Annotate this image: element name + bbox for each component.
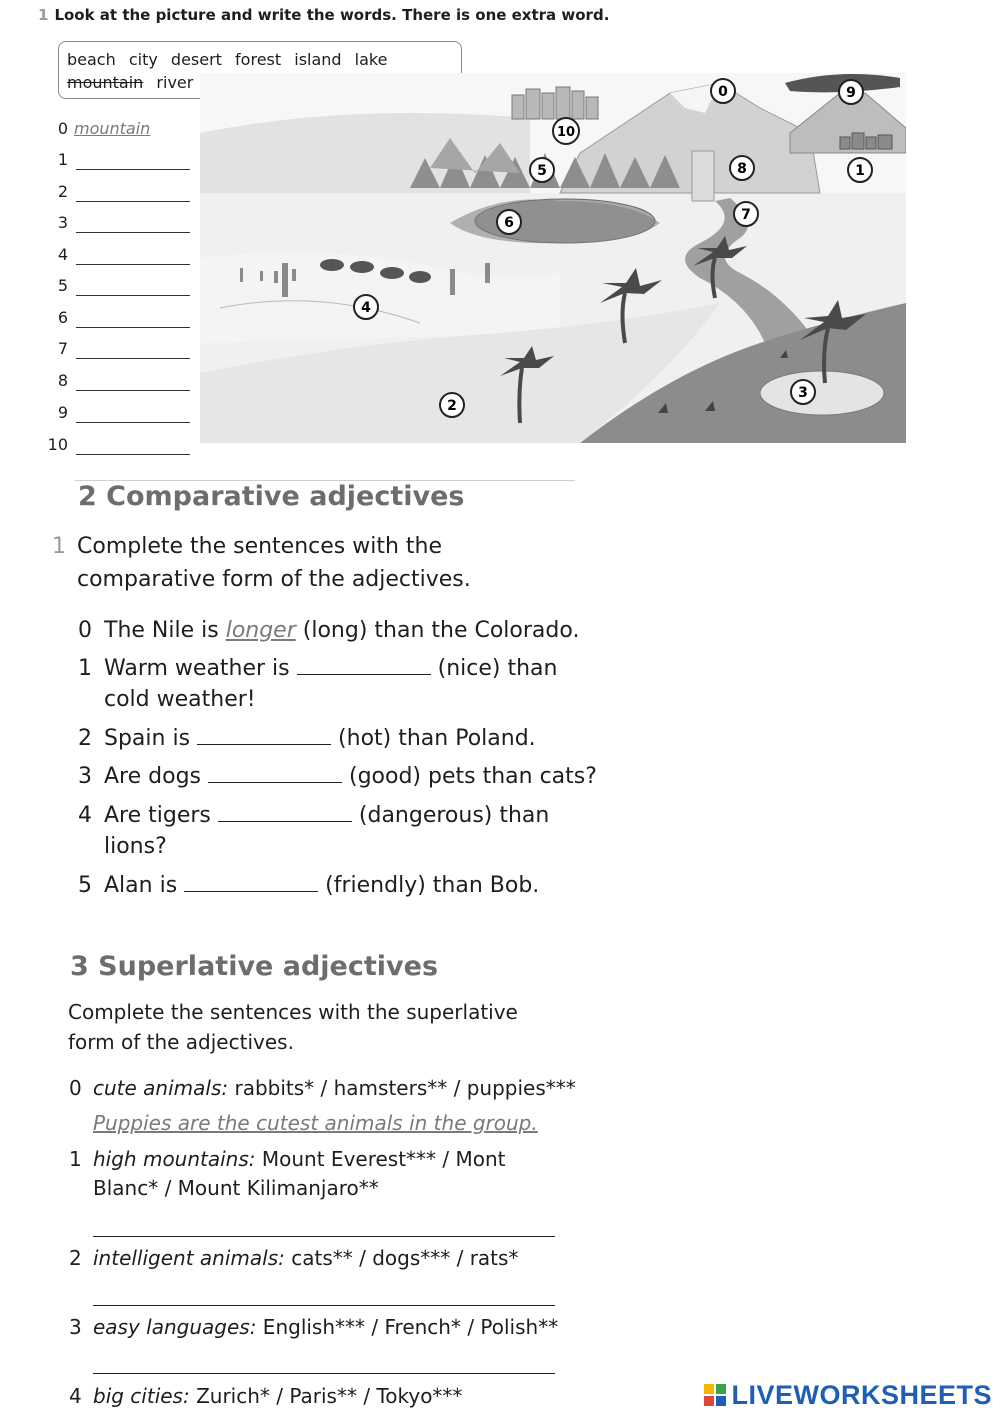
label-text: 10 (556, 125, 576, 140)
picture-label-9 (839, 80, 863, 104)
answer-row-4 (44, 245, 194, 271)
picture-label-2 (440, 393, 464, 417)
answer-input-5[interactable] (76, 295, 190, 296)
superlative-item-4 (69, 1382, 463, 1411)
picture-label-4 (354, 295, 378, 319)
answer-row-5 (44, 276, 194, 302)
item-num: 2 (69, 1246, 82, 1270)
sentence-text: cold weather! (104, 687, 256, 712)
sentence-text: The Nile is (104, 618, 219, 643)
picture-label-0 (711, 79, 735, 103)
item-options: rabbits* / hamsters** / puppies*** (228, 1076, 576, 1100)
instruction-line-1: Complete the sentences with the (77, 534, 443, 559)
label-text: 4 (361, 300, 371, 316)
superlative-item-3 (69, 1313, 559, 1342)
answer-input-8[interactable] (76, 390, 190, 391)
answer-input-6[interactable] (76, 327, 190, 328)
answer-input-4[interactable] (76, 264, 190, 265)
section-2-title: 2 Comparative adjectives (78, 481, 465, 512)
exercise-number: 1 (38, 6, 49, 24)
sentence-num: 0 (78, 618, 92, 643)
word-bank-row-1 (67, 48, 461, 71)
item-topic: big cities: (93, 1384, 190, 1408)
instruction-line-1: Complete the sentences with the superlative (68, 1000, 518, 1024)
sentence-num: 1 (78, 656, 92, 681)
answer-line-3[interactable] (93, 1372, 555, 1374)
exercise-1-text: Look at the picture and write the words. There is one extra word. (54, 6, 610, 24)
sentence-num: 4 (78, 803, 92, 828)
sentence-text: (good) pets than cats? (349, 764, 597, 789)
landscape-picture (200, 73, 906, 443)
answer-num: 0 (57, 119, 68, 138)
answer-row-7 (44, 339, 194, 365)
answer-line-2[interactable] (93, 1304, 555, 1306)
sentence-num: 5 (78, 873, 92, 898)
item-options: Mount Everest*** / Mont (255, 1147, 506, 1171)
sentence-text: Are dogs (104, 764, 201, 789)
label-text: 9 (846, 85, 856, 101)
sentence-text: Spain is (104, 726, 191, 751)
item-topic: high mountains: (93, 1147, 256, 1171)
blank-input-2[interactable] (197, 726, 331, 745)
sentence-text: Warm weather is (104, 656, 290, 681)
item-options: Zurich* / Paris** / Tokyo*** (189, 1384, 463, 1408)
answer-num: 9 (57, 403, 68, 422)
word-desert: desert (170, 50, 222, 69)
label-text: 1 (855, 163, 865, 179)
picture-label-10 (553, 118, 579, 144)
answer-input-2[interactable] (76, 201, 190, 202)
answer-row-8 (44, 371, 194, 397)
instruction-line-2: comparative form of the adjectives. (77, 567, 471, 592)
sentence-text: (nice) than (437, 656, 558, 681)
answer-input-9[interactable] (76, 422, 190, 423)
answer-row-2 (44, 182, 194, 208)
answer-num: 8 (57, 371, 68, 390)
sentence-text: (hot) than Poland. (338, 726, 536, 751)
sentence-text: Are tigers (104, 803, 211, 828)
answer-input-7[interactable] (76, 358, 190, 359)
blank-input-4[interactable] (218, 803, 352, 822)
word-lake: lake (354, 50, 388, 69)
picture-label-5 (530, 158, 554, 182)
answer-num: 10 (47, 435, 68, 454)
sentence-text: (dangerous) than (358, 803, 550, 828)
answer-row-1 (44, 150, 194, 176)
exercise-1-instruction (38, 6, 609, 24)
label-text: 0 (718, 84, 728, 100)
item-options: cats** / dogs*** / rats* (284, 1246, 519, 1270)
section-2-instruction (77, 530, 471, 596)
item-topic: cute animals: (93, 1076, 229, 1100)
picture-label-8 (730, 156, 754, 180)
picture-label-3 (791, 380, 815, 404)
item-topic: easy languages: (93, 1315, 257, 1339)
picture-label-6 (497, 210, 521, 234)
example-answer: longer (225, 618, 296, 643)
item-num: 4 (69, 1384, 82, 1408)
answer-input-3[interactable] (76, 232, 190, 233)
answer-row-6 (44, 308, 194, 334)
sentence-text: Alan is (104, 873, 178, 898)
label-text: 8 (737, 161, 747, 177)
blank-input-3[interactable] (208, 764, 342, 783)
liveworksheets-icon (703, 1383, 727, 1407)
blank-input-5[interactable] (184, 873, 318, 892)
word-forest: forest (235, 50, 282, 69)
sentence-text: (long) than the Colorado. (302, 618, 580, 643)
sentence-text: (friendly) than Bob. (325, 873, 540, 898)
item-options: Blanc* / Mount Kilimanjaro** (93, 1176, 379, 1200)
answer-input-10[interactable] (76, 454, 190, 455)
example-answer: Puppies are the cutest animals in the group. (93, 1111, 538, 1135)
sentence-2 (78, 723, 536, 754)
answer-num: 1 (57, 150, 68, 169)
answer-num: 7 (57, 339, 68, 358)
word-city: city (128, 50, 158, 69)
picture-label-1 (848, 158, 872, 182)
sentence-num: 3 (78, 764, 92, 789)
answer-row-9 (44, 403, 194, 429)
answer-row-10 (44, 435, 194, 461)
section-3-title: 3 Superlative adjectives (70, 951, 439, 982)
item-num: 3 (69, 1315, 82, 1339)
answer-input-1[interactable] (76, 169, 190, 170)
section-3-instruction (68, 997, 518, 1057)
label-text: 3 (798, 385, 808, 401)
answer-num: 2 (57, 182, 68, 201)
sentence-5 (78, 870, 540, 901)
answer-example: mountain (74, 119, 151, 138)
picture-label-7 (734, 202, 758, 226)
word-mountain-crossed: mountain (67, 73, 144, 92)
sentence-text: lions? (104, 834, 167, 859)
answer-line-1[interactable] (93, 1235, 555, 1237)
answer-row-0 (44, 119, 194, 145)
superlative-item-2 (69, 1244, 519, 1273)
sentence-num: 2 (78, 726, 92, 751)
answer-num: 4 (57, 245, 68, 264)
answer-num: 6 (57, 308, 68, 327)
sentence-0 (78, 615, 580, 646)
liveworksheets-logo[interactable] (703, 1380, 992, 1411)
item-num: 1 (69, 1147, 82, 1171)
label-text: 5 (537, 163, 547, 179)
label-text: 2 (447, 398, 457, 414)
answer-num: 5 (57, 276, 68, 295)
item-options: English*** / French* / Polish** (256, 1315, 559, 1339)
superlative-item-1 (69, 1145, 506, 1203)
item-topic: intelligent animals: (93, 1246, 285, 1270)
superlative-item-0 (69, 1074, 576, 1103)
item-num: 0 (69, 1076, 82, 1100)
sentence-3 (78, 761, 597, 792)
sentence-4 (78, 800, 550, 862)
label-text: 6 (504, 215, 514, 231)
answer-num: 3 (57, 213, 68, 232)
label-text: 7 (741, 207, 751, 223)
brand-name: LIVEWORKSHEETS (731, 1380, 992, 1410)
word-beach: beach (67, 50, 116, 69)
sentence-1 (78, 653, 558, 715)
word-island: island (294, 50, 342, 69)
section-2-ex-number: 1 (52, 534, 66, 559)
instruction-line-2: form of the adjectives. (68, 1030, 294, 1054)
word-river: river (156, 73, 194, 92)
answer-row-3 (44, 213, 194, 239)
blank-input-1[interactable] (297, 656, 431, 675)
